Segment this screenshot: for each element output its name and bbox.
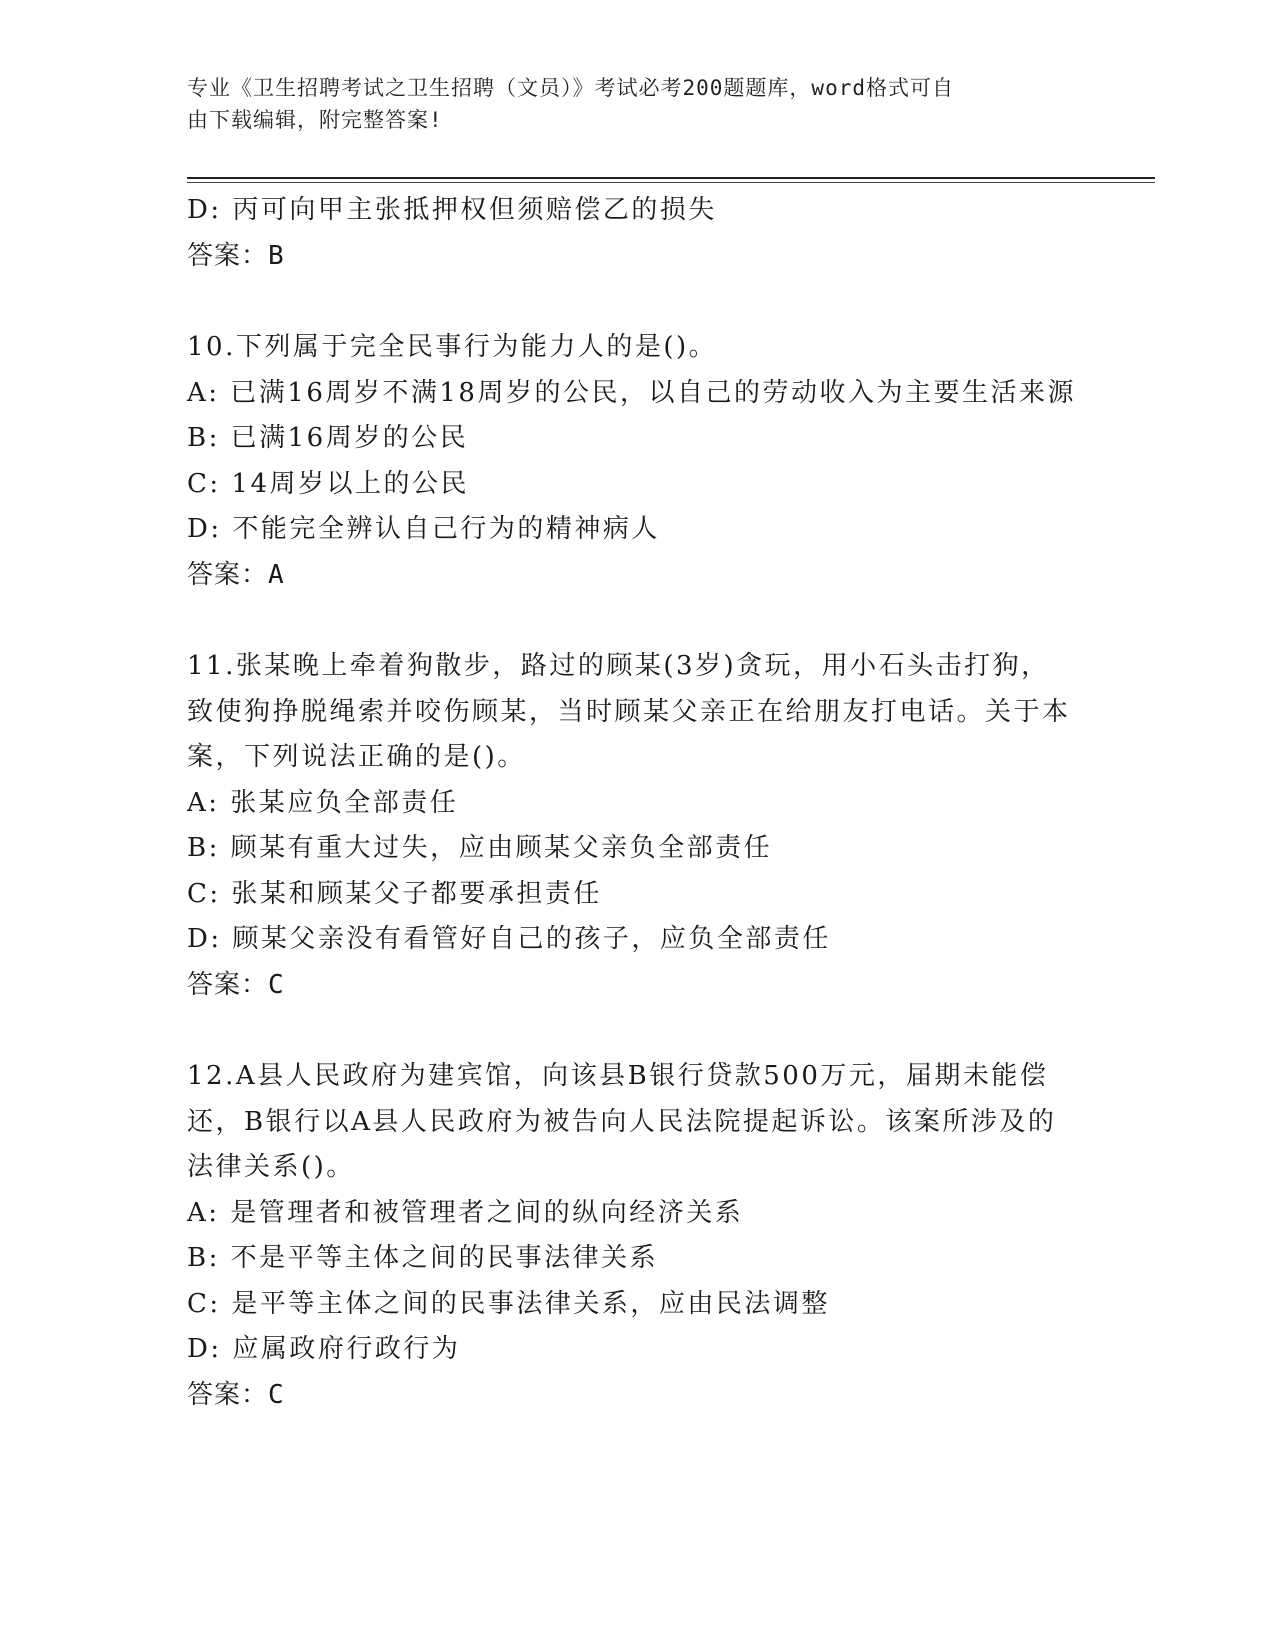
question-list <box>187 188 1077 1418</box>
option-d: D: 顾某父亲没有看管好自己的孩子，应负全部责任 <box>187 924 831 954</box>
answer-line: 答案：C <box>187 969 285 1000</box>
option-a: A: 是管理者和被管理者之间的纵向经济关系 <box>187 1197 744 1228</box>
question-stem: 12.A县人民政府为建宾馆，向该县B银行贷款500万元，届期未能偿还，B银行以A县人民政府为被告向人民法院提起诉讼。该案所涉及的法律关系()。 <box>187 1061 1057 1182</box>
option-c: C: 张某和顾某父子都要承担责任 <box>187 878 602 909</box>
question-11 <box>187 644 1077 1008</box>
question-stem: 10.下列属于完全民事行为能力人的是()。 <box>187 332 718 362</box>
answer-line: 答案：B <box>187 240 285 271</box>
header-title-line-1: 专业《卫生招聘考试之卫生招聘（文员）》考试必考200题题库，word格式可自 <box>187 76 954 100</box>
option-d: D: 丙可向甲主张抵押权但须赔偿乙的损失 <box>187 195 717 225</box>
previous-question-tail <box>187 188 1077 279</box>
header-divider-thin <box>187 182 1155 183</box>
option-b: B: 已满16周岁的公民 <box>187 423 469 453</box>
option-a: A: 已满16周岁不满18周岁的公民，以自己的劳动收入为主要生活来源 <box>187 377 1076 408</box>
header-divider-thick <box>187 177 1155 179</box>
option-b: B: 不是平等主体之间的民事法律关系 <box>187 1243 659 1273</box>
answer-line: 答案：C <box>187 1379 285 1410</box>
option-d: D: 应属政府行政行为 <box>187 1334 461 1364</box>
document-header <box>187 72 1067 136</box>
option-b: B: 顾某有重大过失，应由顾某父亲负全部责任 <box>187 833 773 863</box>
answer-line: 答案：A <box>187 559 285 590</box>
option-c: C: 14周岁以上的公民 <box>187 468 470 499</box>
option-d: D: 不能完全辨认自己行为的精神病人 <box>187 514 660 544</box>
option-c: C: 是平等主体之间的民事法律关系，应由民法调整 <box>187 1288 830 1319</box>
question-10 <box>187 325 1077 598</box>
question-stem: 11.张某晚上牵着狗散步，路过的顾某(3岁)贪玩，用小石头击打狗，致使狗挣脱绳索并咬伤顾某，当时顾某父亲正在给朋友打电话。关于本案，下列说法正确的是()。 <box>187 651 1071 772</box>
question-12 <box>187 1054 1077 1418</box>
header-title-line-2: 由下载编辑，附完整答案! <box>187 108 443 132</box>
option-a: A: 张某应负全部责任 <box>187 787 459 818</box>
